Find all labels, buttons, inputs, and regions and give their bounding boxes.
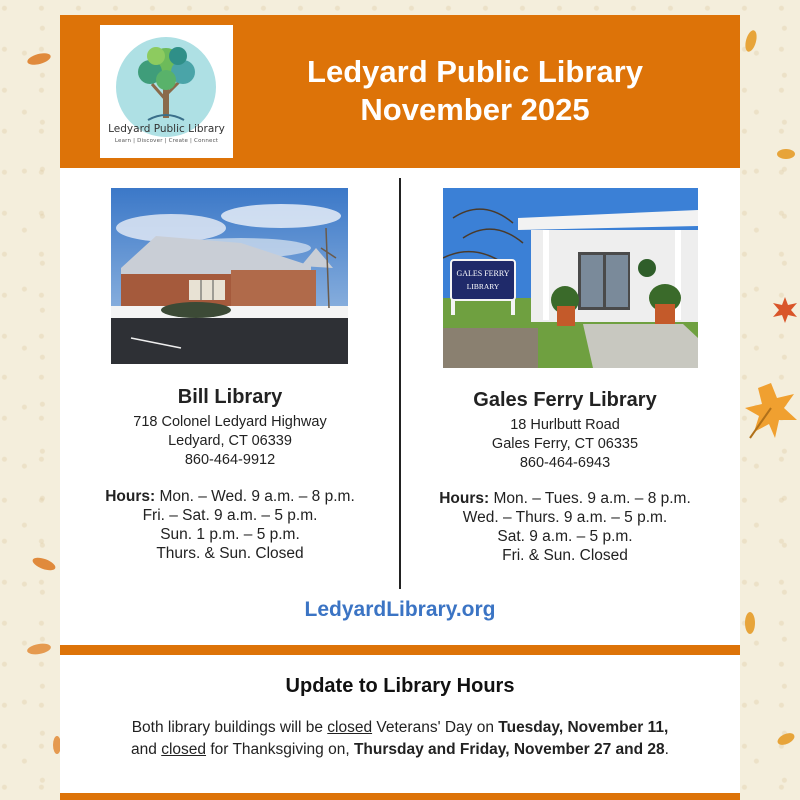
bill-library-name: Bill Library — [177, 386, 283, 408]
maple-leaf-icon — [770, 295, 800, 325]
bill-hours-line-4: Thurs. & Sun. Closed — [156, 545, 304, 562]
update-line-2: and closed for Thanksgiving on, Thursday and Friday, November 27 and 28. — [131, 741, 669, 758]
title-line-1: Ledyard Public Library — [307, 54, 643, 89]
gales-hours-label: Hours: — [439, 490, 490, 507]
gales-address-line-1: 18 Hurlbutt Road — [510, 417, 620, 433]
autumn-leaf-icon — [775, 730, 797, 748]
bill-address-line-1: 718 Colonel Ledyard Highway — [133, 414, 327, 430]
orange-divider-bar — [60, 645, 740, 655]
page-title — [250, 53, 700, 129]
logo-library-name: Ledyard Public Library — [108, 123, 225, 135]
bill-library-address — [80, 413, 380, 470]
gales-hours-line-3: Sat. 9 a.m. – 5 p.m. — [497, 528, 633, 545]
header-banner — [60, 15, 740, 168]
title-line-2: November 2025 — [360, 92, 590, 127]
gales-ferry-library-name: Gales Ferry Library — [473, 389, 657, 411]
veterans-day-date: Tuesday, November 11, — [498, 719, 669, 736]
bill-library-hours — [80, 487, 380, 563]
bill-hours-label: Hours: — [105, 488, 156, 505]
autumn-leaf-icon — [742, 28, 760, 54]
autumn-leaf-icon — [25, 640, 53, 658]
website-link[interactable]: LedyardLibrary.org — [304, 598, 496, 621]
closed-text: closed — [161, 741, 207, 758]
update-notice — [60, 717, 740, 761]
gales-ferry-library-photo — [443, 188, 698, 368]
gales-hours-line-2: Wed. – Thurs. 9 a.m. – 5 p.m. — [462, 509, 668, 526]
gales-hours-line-1: Mon. – Tues. 9 a.m. – 8 p.m. — [493, 490, 691, 507]
bill-address-line-2: Ledyard, CT 06339 — [168, 433, 292, 449]
gales-phone: 860-464-6943 — [519, 455, 611, 471]
library-logo — [100, 25, 233, 158]
gales-ferry-library-hours — [415, 489, 715, 565]
bill-hours-line-3: Sun. 1 p.m. – 5 p.m. — [160, 526, 300, 543]
tree-icon — [126, 40, 206, 126]
update-title: Update to Library Hours — [285, 675, 515, 697]
update-line-1: Both library buildings will be closed Veterans' Day on Tuesday, November 11, — [131, 719, 669, 736]
maple-leaf-icon — [742, 380, 800, 442]
flyer-card — [60, 15, 740, 800]
sign-line-2: LIBRARY — [466, 282, 500, 291]
column-divider — [399, 178, 401, 589]
logo-tagline: Learn | Discover | Create | Connect — [114, 138, 219, 144]
orange-bottom-bar — [60, 793, 740, 800]
bill-hours-line-2: Fri. – Sat. 9 a.m. – 5 p.m. — [142, 507, 318, 524]
autumn-leaf-icon — [775, 145, 797, 163]
sign-line-1: GALES FERRY — [456, 269, 510, 278]
bill-hours-line-1: Mon. – Wed. 9 a.m. – 8 p.m. — [159, 488, 355, 505]
thanksgiving-dates: Thursday and Friday, November 27 and 28 — [353, 741, 665, 758]
autumn-leaf-icon — [25, 50, 53, 68]
autumn-leaf-icon — [30, 555, 58, 573]
autumn-leaf-icon — [742, 610, 758, 636]
gales-address-line-2: Gales Ferry, CT 06335 — [491, 436, 639, 452]
bill-phone: 860-464-9912 — [184, 452, 276, 468]
closed-text: closed — [327, 719, 373, 736]
gales-ferry-library-address — [415, 416, 715, 473]
bill-library-photo — [111, 188, 348, 364]
gales-hours-line-4: Fri. & Sun. Closed — [502, 547, 628, 564]
